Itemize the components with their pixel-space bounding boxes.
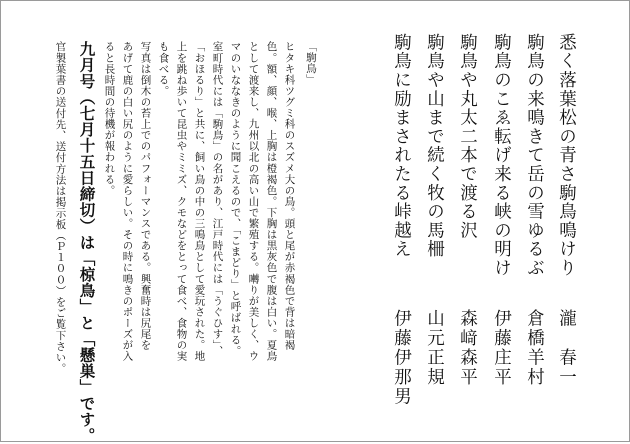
essay-line: 「おほるり」と共に、飼い鳥の中の三鳴鳥として愛玩された。地 bbox=[193, 41, 206, 362]
essay-line: あげて鹿の白い尻のように愛らしい。その時に鳴きのポーズが入 bbox=[121, 41, 134, 362]
poem-1-author: 瀧 春一 bbox=[556, 309, 577, 387]
poem-6-text: 駒鳥に励まされたる峠越え bbox=[391, 33, 412, 259]
essay-line: ヒタキ科ツグミ科のスズメ大の鳥。頭と尾が赤褐色で背は暗褐 bbox=[283, 41, 296, 351]
poem-6-author: 伊藤伊那男 bbox=[391, 309, 412, 407]
essay-line: も食べる。 bbox=[157, 41, 170, 97]
poem-2-text: 駒鳥の来鳴きて岳の雪ゆるぶ bbox=[524, 33, 545, 278]
poem-4-author: 森﨑森平 bbox=[457, 309, 478, 387]
poem-1-text: 悉く落葉松の青さ駒鳥鳴けり bbox=[556, 33, 577, 278]
submission-notice: 官製葉書の送付先、送付方法は掲示板（Ｐ１００）をご覧下さい。 bbox=[54, 41, 67, 374]
essay-heading: 「駒鳥」 bbox=[305, 41, 317, 85]
essay-line: マのいななきのように聞こえるので、「こまどり」と呼ばれる。 bbox=[229, 41, 242, 357]
poem-4-text: 駒鳥や丸太二本で渡る沢 bbox=[457, 33, 478, 240]
essay-line: ると長時間の待機が報われる。 bbox=[103, 41, 116, 196]
essay-line: 色。額、顔、喉、上胸は橙褐色。下胸は黒灰色で腹は白い。夏鳥 bbox=[265, 41, 278, 362]
poem-2-author: 倉橋羊村 bbox=[524, 309, 545, 387]
poem-3-author: 伊藤庄平 bbox=[491, 309, 512, 387]
essay-line: 室町時代には「駒鳥」の名があり、江戸時代には「うぐひす」、 bbox=[211, 41, 224, 357]
essay-line: として渡来し、九州以北の高い山で繁殖する。囀りが美しく、ウ bbox=[247, 41, 260, 362]
essay-line: 上を跳ね歩いて昆虫やミミズ、クモなどをとって食べ、食物の実 bbox=[175, 41, 188, 362]
poem-5-text: 駒鳥や山まで続く牧の馬柵 bbox=[424, 33, 445, 259]
poem-3-text: 駒鳥のこゑ転げ来る峡の明け bbox=[491, 33, 512, 278]
next-issue-notice: 九月号（七月十五日締切）は「椋鳥」と「懸巣」です。 bbox=[77, 41, 96, 444]
poem-5-author: 山元正規 bbox=[424, 309, 445, 387]
essay-line: 写真は倒木の苔上でのパフォーマンスである。興奮時は尻尾を bbox=[139, 41, 152, 351]
